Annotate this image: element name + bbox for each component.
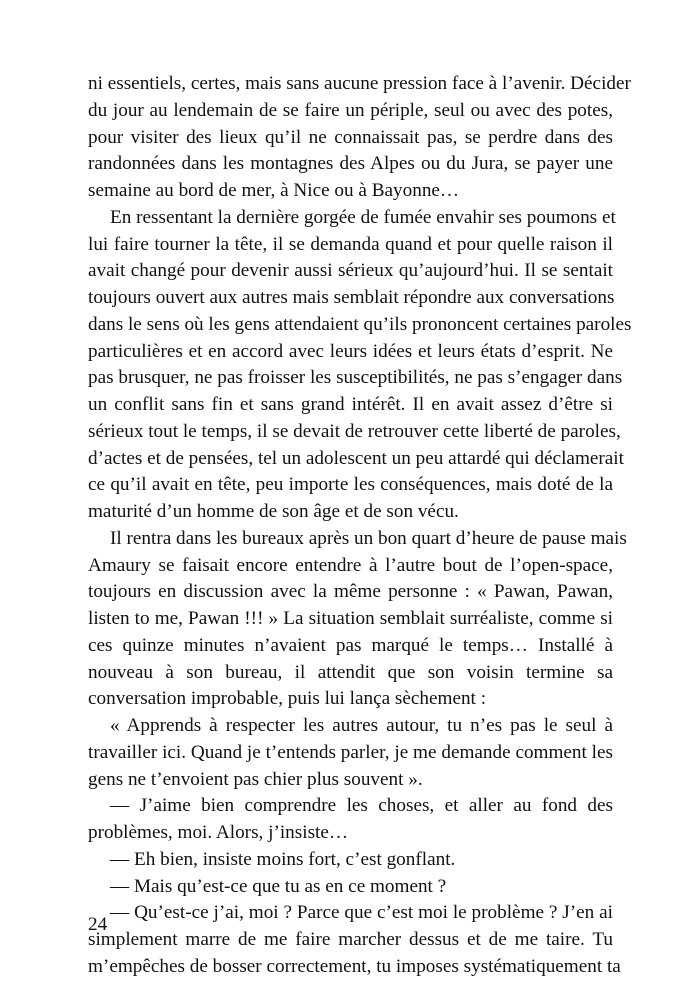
text-line: problèmes, moi. Alors, j’insiste… xyxy=(88,822,349,843)
text-line: sérieux tout le temps, il se devait de retrouver cette liberté de paroles, xyxy=(88,420,621,442)
text-line: — Eh bien, insiste moins fort, c’est gonflant. xyxy=(110,848,456,870)
text-line: particulières et en accord avec leurs idées et leurs états d’esprit. Ne xyxy=(88,340,613,362)
text-line: Il rentra dans les bureaux après un bon quart d’heure de pause mais xyxy=(110,527,627,549)
paragraph xyxy=(88,847,613,874)
text-line: m’empêches de bosser correctement, tu imposes systématiquement ta xyxy=(88,955,621,977)
text-line: simplement marre de me faire marcher dessus et de me taire. Tu xyxy=(88,929,613,950)
text-line: toujours ouvert aux autres mais semblait répondre aux conversations xyxy=(88,287,615,308)
text-line: un conflit sans fin et sans grand intérêt. Il en avait assez d’être si xyxy=(88,394,613,415)
text-line: travailler ici. Quand je t’entends parler, je me demande comment les xyxy=(88,741,613,763)
text-line: — Mais qu’est-ce que tu as en ce moment ? xyxy=(110,875,447,897)
paragraph xyxy=(88,793,613,847)
text-line: listen to me, Pawan !!! » La situation semblait surréaliste, comme si xyxy=(88,608,613,629)
paragraph xyxy=(88,526,627,713)
text-line: — J’aime bien comprendre les choses, et aller au fond des xyxy=(110,795,613,817)
text-line: nouveau à son bureau, il attendit que son voisin termine sa xyxy=(88,661,613,683)
text-line: ce qu’il avait en tête, peu importe les conséquences, mais doté de la xyxy=(88,474,613,496)
text-line: d’actes et de pensées, tel un adolescent un peu attardé qui déclamerait xyxy=(88,447,624,469)
paragraph xyxy=(88,205,632,526)
paragraph xyxy=(88,900,621,980)
body-text xyxy=(88,71,632,981)
text-line: ces quinze minutes n’avaient pas marqué le temps… Installé à xyxy=(88,634,613,656)
text-line: — Qu’est-ce j’ai, moi ? Parce que c’est moi le problème ? J’en ai xyxy=(110,902,613,924)
text-line: maturité d’un homme de son âge et de son vécu. xyxy=(88,501,459,522)
text-line: « Apprends à respecter les autres autour, tu n’es pas le seul à xyxy=(110,715,613,736)
text-line: gens ne t’envoient pas chier plus souvent ». xyxy=(88,768,423,790)
page-number: 24 xyxy=(88,914,108,935)
text-line: Amaury se faisait encore entendre à l’autre bout de l’open-space, xyxy=(88,554,613,576)
text-line: En ressentant la dernière gorgée de fumée envahir ses poumons et xyxy=(110,206,616,228)
text-line: dans le sens où les gens attendaient qu’ils prononcent certaines paroles xyxy=(88,313,632,335)
text-line: toujours en discussion avec la même personne : « Pawan, Pawan, xyxy=(88,581,613,603)
paragraph xyxy=(88,874,613,901)
paragraph xyxy=(88,71,631,205)
text-line: ni essentiels, certes, mais sans aucune pression face à l’avenir. Décider xyxy=(88,73,631,94)
text-line: pour visiter des lieux qu’il ne connaissait pas, se perdre dans des xyxy=(88,126,613,148)
text-line: pas brusquer, ne pas froisser les susceptibilités, ne pas s’engager dans xyxy=(88,367,623,389)
paragraph xyxy=(88,713,613,793)
text-line: conversation improbable, puis lui lança sèchement : xyxy=(88,688,487,710)
text-line: avait changé pour devenir aussi sérieux qu’aujourd’hui. Il se sentait xyxy=(88,260,613,282)
text-line: lui faire tourner la tête, il se demanda quand et pour quelle raison il xyxy=(88,233,613,255)
text-line: semaine au bord de mer, à Nice ou à Bayonne… xyxy=(88,180,460,201)
text-line: randonnées dans les montagnes des Alpes ou du Jura, se payer une xyxy=(88,153,613,175)
text-line: du jour au lendemain de se faire un périple, seul ou avec des potes, xyxy=(88,99,613,121)
